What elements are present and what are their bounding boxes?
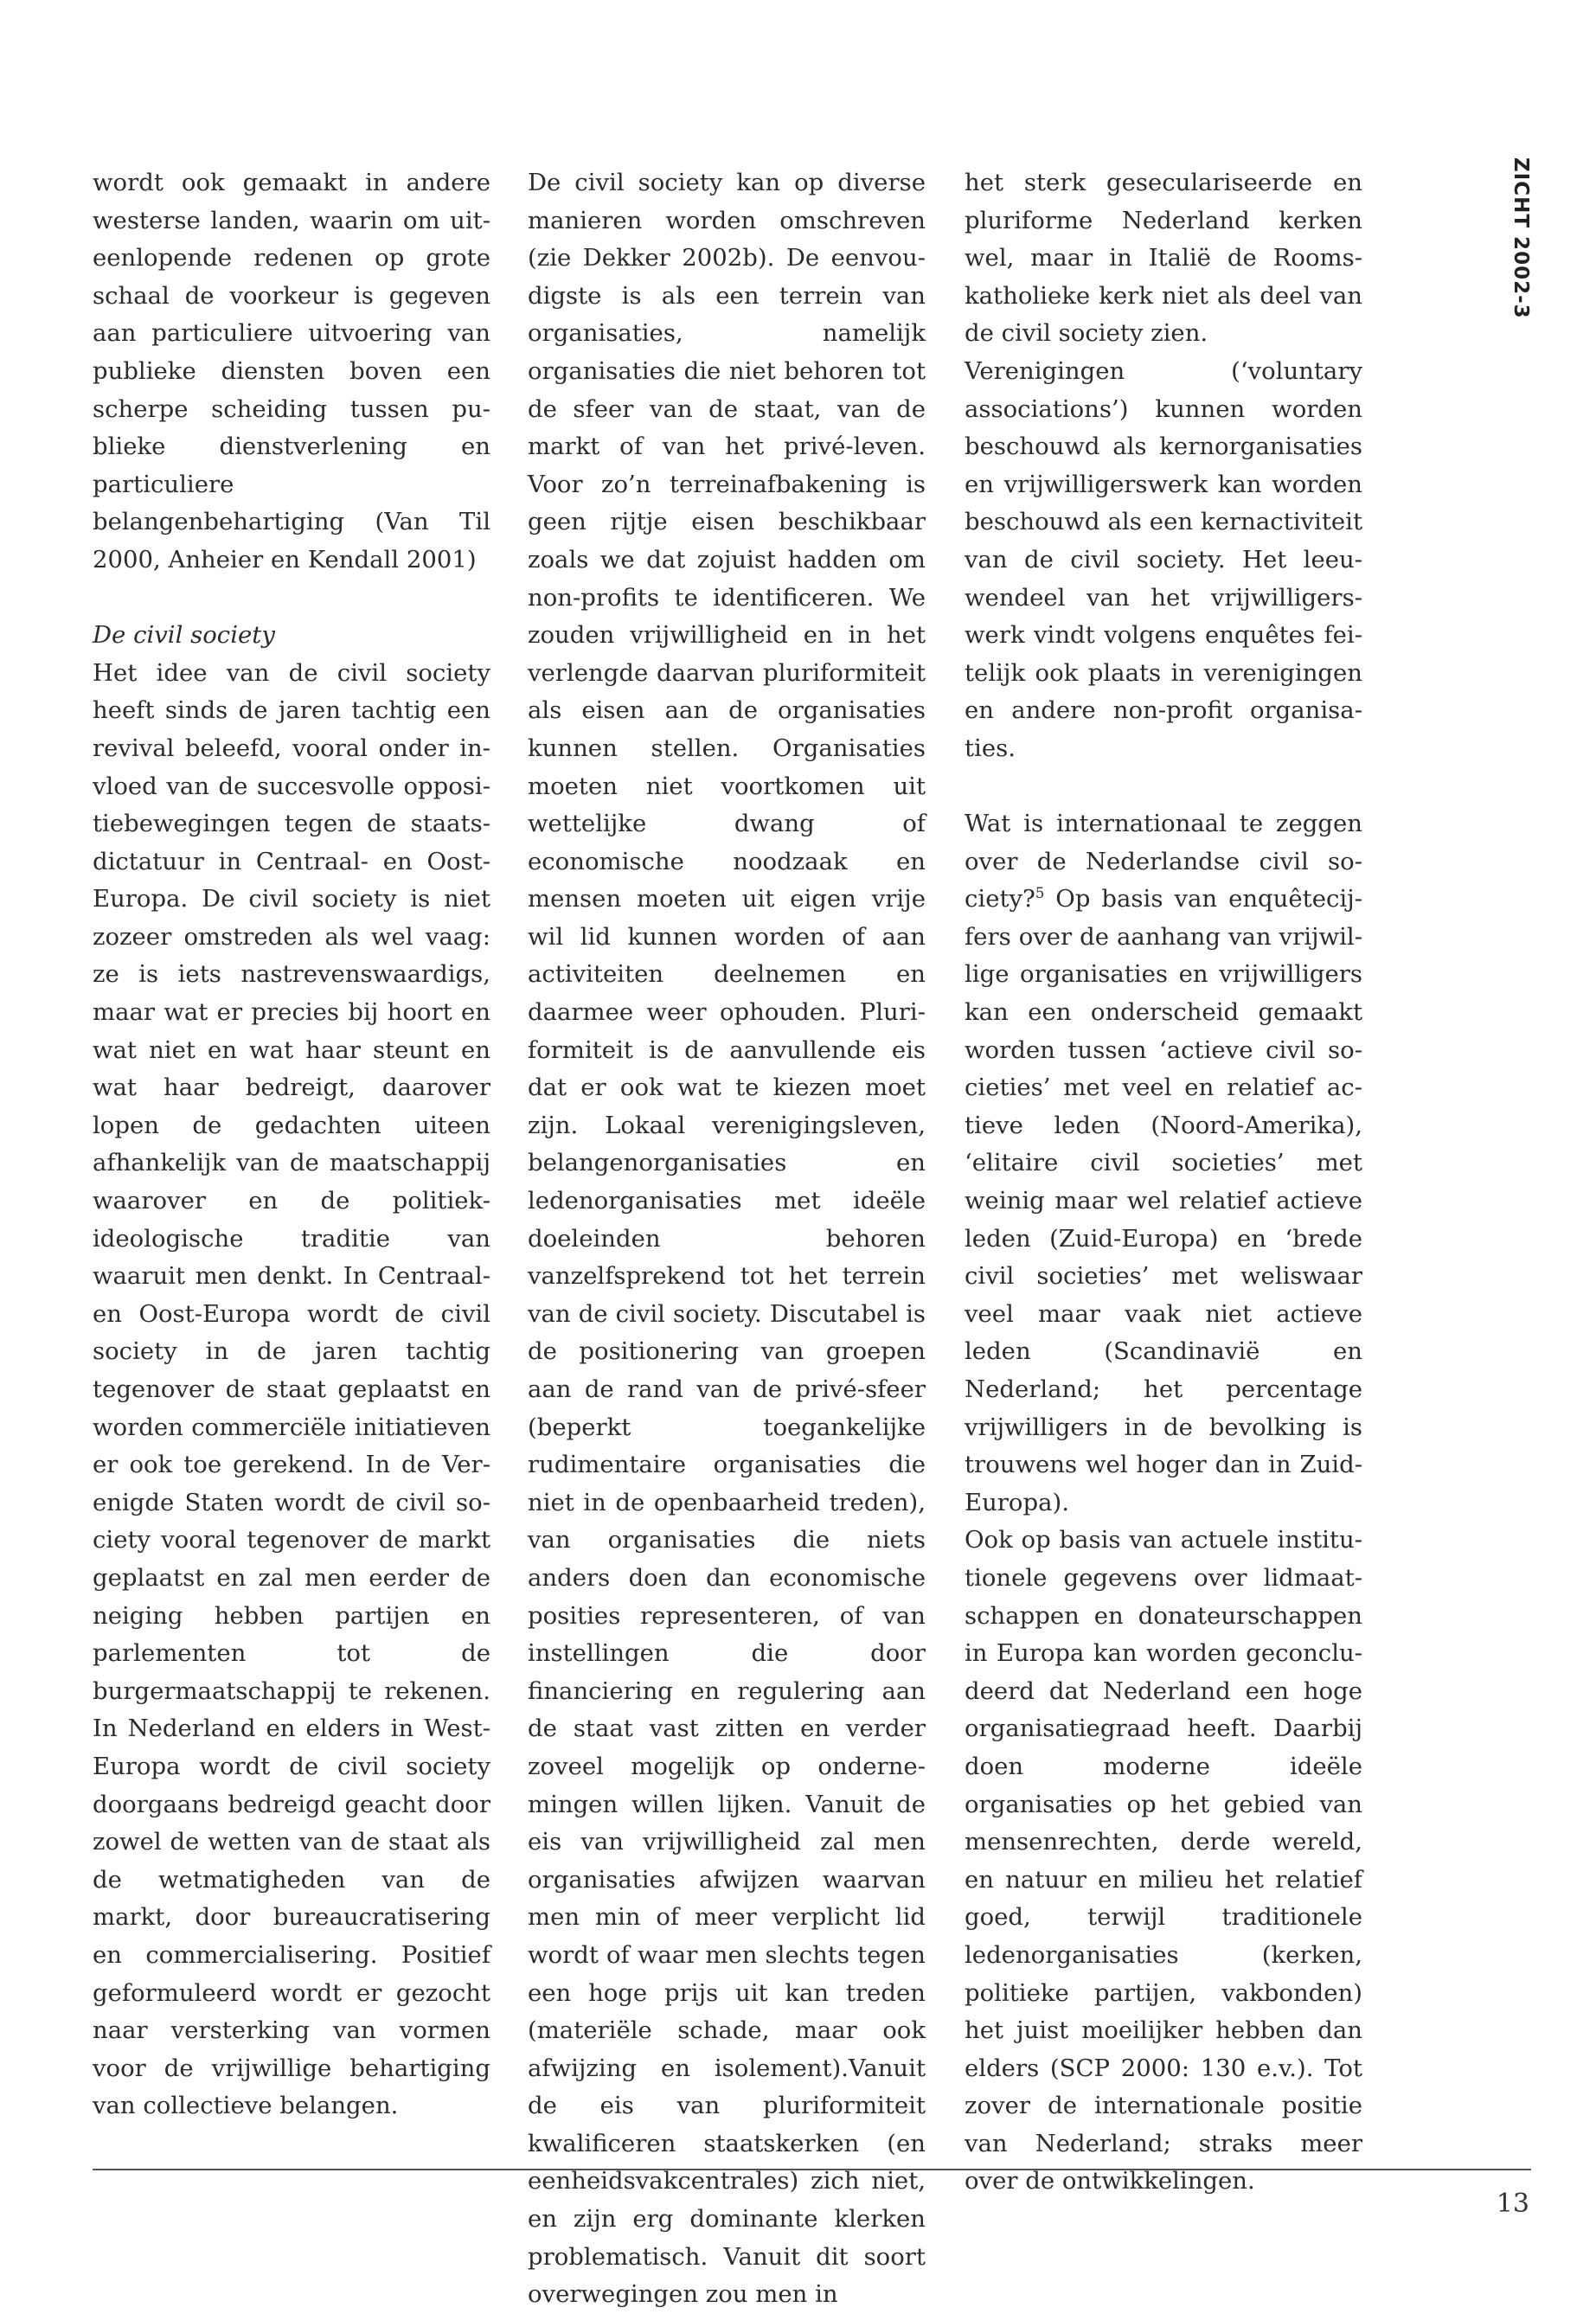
text-column-1 (93, 164, 490, 2125)
paragraph: Verenigingen (‘voluntary associations’) kunnen worden beschouwd als kernorganisaties en vrijwilligerswerk kan worden beschouwd als een kernactiviteit van de civil society. Het leeuwendeel van het vrijwilligerswerk vindt volgens enquêtes feitelijk ook plaats in verenigingen en andere non-profit organisaties. (965, 356, 1362, 762)
text-column-3 (965, 164, 1362, 2201)
paragraph: het sterk geseculariseerde en pluriforme Nederland kerken wel, maar in Italië de Rooms-katholieke kerk niet als deel van de civil society zien. (965, 169, 1362, 348)
paragraph-text: Wat is internationaal te zeggen over de Nederlandse civil society? (965, 810, 1362, 913)
paragraph: De civil society kan op diverse manieren worden omschreven (zie Dekker 2002b). De eenvoudigste is als een terrein van organisaties, namelijk organisaties die niet behoren tot de sfeer van de staat, van de markt of van het privé-leven. Voor zo’n terreinafbakening is geen rijtje eisen beschikbaar zoals we dat zojuist hadden om non-profits te identificeren. We zouden vrijwilligheid en in het verlengde daarvan pluriformiteit als eisen aan de organisaties kunnen stellen. Organisaties moeten niet voortkomen uit wettelijke dwang of economische noodzaak en mensen moeten uit eigen vrije wil lid kunnen worden of aan activiteiten deelnemen en daarmee weer ophouden. Pluriformiteit is de aanvullende eis dat er ook wat te kiezen moet zijn. Lokaal verenigingsleven, belangenorganisaties en ledenorganisaties met ideële doeleinden behoren vanzelfsprekend tot het terrein van de civil society. Discutabel is de positionering van groepen aan de rand van de privé-sfeer (beperkt toegankelijke rudimentaire organisaties die niet in de openbaarheid treden), van organisaties die niets anders doen dan economische posities representeren, of van instellingen die door financiering en regulering aan de staat vast zitten en verder zoveel mogelijk op ondernemingen willen lijken. Vanuit de eis van vrijwilligheid zal men organisaties afwijzen waarvan men min of meer verplicht lid wordt of waar men slechts tegen een hoge prijs uit kan treden (materiële schade, maar ook afwijzing en isolement).Vanuit de eis van pluriformiteit kwalificeren staatskerken (en eenheidsvakcentrales) zich niet, en zijn erg dominante klerken problematisch. Vanuit dit soort overwegingen zou men in (528, 169, 926, 2309)
footer-rule (93, 2169, 1531, 2170)
text-column-2 (528, 164, 926, 2314)
paragraph: wordt ook gemaakt in andere westerse landen, waarin om uiteenlopende redenen op grote schaal de voorkeur is gegeven aan particuliere uitvoering van publieke diensten boven een scherpe scheiding tussen publieke dienstverlening en particuliere belangenbehartiging (Van Til 2000, Anheier en Kendall 2001) (93, 169, 490, 574)
section-heading: De civil society (93, 621, 275, 650)
footnote-marker: 5 (1035, 885, 1045, 902)
paragraph: Ook op basis van actuele institutionele gegevens over lidmaatschappen en donateurschappen in Europa kan worden geconcludeerd dat Nederland een hoge organisatiegraad heeft. Daarbij doen moderne ideële organisaties op het gebied van mensenrechten, derde wereld, en natuur en milieu het relatief goed, terwijl traditionele ledenorganisaties (kerken, politieke partijen, vakbonden) het juist moeilijker hebben dan elders (SCP 2000: 130 e.v.). Tot zover de internationale positie van Nederland; straks meer over de ontwikkelingen. (965, 1526, 1362, 2195)
paragraph-text: Op basis van enquêtecijfers over de aanhang van vrijwillige organisaties en vrijwilligers kan een onderscheid gemaakt worden tussen ‘actieve civil societies’ met veel en relatief actieve leden (Noord-Amerika), ‘elitaire civil societies’ met weinig maar wel relatief actieve leden (Zuid-Europa) en ‘brede civil societies’ met weliswaar veel maar vaak niet actieve leden (Scandinavië en Nederland; het percentage vrijwilligers in de bevolking is trouwens wel hoger dan in Zuid-Europa). (965, 885, 1362, 1516)
paragraph: Het idee van de civil society heeft sinds de jaren tachtig een revival beleefd, vooral onder invloed van de succesvolle oppositiebewegingen tegen de staatsdictatuur in Centraal- en Oost-Europa. De civil society is niet zozeer omstreden als wel vaag: ze is iets nastrevenswaardigs, maar wat er precies bij hoort en wat niet en wat haar steunt en wat haar bedreigt, daarover lopen de gedachten uiteen afhankelijk van de maatschappij waarover en de politiek-ideologische traditie van waaruit men denkt. In Centraal- en Oost-Europa wordt de civil society in de jaren tachtig tegenover de staat geplaatst en worden commerciële initiatieven er ook toe gerekend. In de Verenigde Staten wordt de civil society vooral tegenover de markt geplaatst en zal men eerder de neiging hebben partijen en parlementen tot de burgermaatschappij te rekenen. In Nederland en elders in West-Europa wordt de civil society doorgaans bedreigd geacht door zowel de wetten van de staat als de wetmatigheden van de markt, door bureaucratisering en commercialisering. Positief geformuleerd wordt er gezocht naar versterking van vormen voor de vrijwillige behartiging van collectieve belangen. (93, 658, 490, 2120)
paragraph (965, 805, 1362, 1522)
page-number: 13 (1496, 2189, 1529, 2219)
journal-side-label: ZICHT 2002-3 (1509, 157, 1532, 319)
